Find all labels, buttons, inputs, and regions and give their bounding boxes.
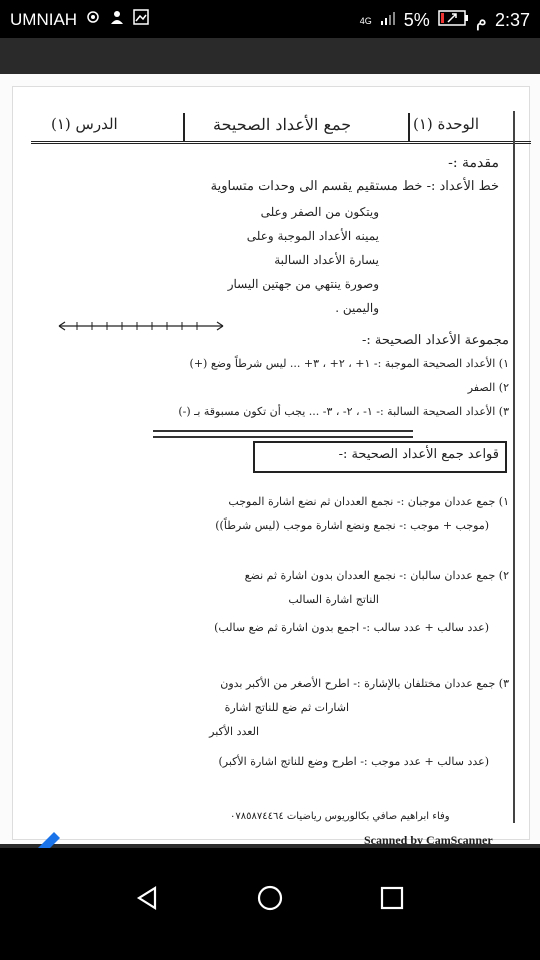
battery-icon bbox=[438, 9, 468, 32]
network-type: 4G bbox=[359, 15, 372, 26]
intro-line: خط الأعداد :- خط مستقيم يقسم الى وحدات متساوية bbox=[210, 179, 499, 194]
battery-percent: 5% bbox=[403, 10, 430, 30]
intro-line: ويتكون من الصفر وعلى bbox=[260, 205, 379, 219]
clock: 2:37 bbox=[494, 10, 530, 30]
person-icon bbox=[109, 9, 125, 30]
carrier-name: UMNIAH bbox=[10, 9, 78, 29]
set-item: ١) الأعداد الصحيحة الموجبة :- ١+ ، ٢+ ، ٣+ ... ليس شرطاً وضع (+) bbox=[189, 357, 509, 370]
rule-line: ١) جمع عددان موجبان :- نجمع العددان ثم نضع اشارة الموجب bbox=[228, 495, 509, 508]
author-footer: وفاء ابراهيم صافي بكالوريوس رياضيات ٠٧٨٥٨٧٤٤٦٤ bbox=[230, 811, 450, 822]
rule-line: الناتج اشارة السالب bbox=[288, 593, 379, 606]
intro-heading: مقدمة :- bbox=[448, 155, 499, 171]
intro-line: يمينه الأعداد الموجبة وعلى bbox=[246, 229, 379, 243]
set-item: ٣) الأعداد الصحيحة السالبة :- ١- ، ٢- ، ٣- ... يجب أن تكون مسبوقة بـ (-) bbox=[178, 405, 509, 418]
rule-line: (عدد سالب + عدد سالب :- اجمع بدون اشارة ثم ضع سالب) bbox=[214, 621, 489, 634]
divider-line bbox=[153, 430, 413, 432]
divider-line bbox=[153, 436, 413, 438]
home-icon[interactable] bbox=[246, 874, 294, 922]
rule-line: (موجب + موجب :- نجمع ونضع اشارة موجب (ليس شرطاً)) bbox=[215, 519, 489, 532]
time-suffix: م bbox=[475, 10, 487, 30]
intro-line: واليمين . bbox=[335, 301, 379, 315]
margin-line bbox=[513, 111, 515, 823]
rule-line: اشارات ثم ضع للناتج اشارة bbox=[224, 701, 349, 714]
image-icon bbox=[133, 9, 149, 30]
paper-sheet bbox=[12, 86, 530, 840]
status-bar bbox=[0, 0, 540, 38]
number-line-sketch bbox=[57, 319, 227, 333]
unit-label: الوحدة (١) bbox=[413, 115, 480, 133]
scanner-credit: Scanned by CamScanner bbox=[364, 833, 493, 847]
recents-icon[interactable] bbox=[368, 874, 416, 922]
signal-icon bbox=[380, 10, 396, 31]
back-icon[interactable] bbox=[124, 874, 172, 922]
set-heading: مجموعة الأعداد الصحيحة :- bbox=[361, 333, 509, 348]
scanned-page bbox=[0, 74, 540, 844]
rule-line: ٢) جمع عددان سالبان :- نجمع العددان بدون اشارة ثم نضع bbox=[244, 569, 509, 582]
image-viewer[interactable] bbox=[0, 38, 540, 848]
rule-line: ٣) جمع عددان مختلفان بالإشارة :- اطرح الأصغر من الأكبر بدون bbox=[220, 677, 509, 690]
rule-line: العدد الأكبر bbox=[209, 725, 259, 738]
intro-line: يسارة الأعداد السالبة bbox=[274, 253, 379, 267]
rules-heading: قواعد جمع الأعداد الصحيحة :- bbox=[338, 447, 499, 462]
intro-line: وصورة ينتهي من جهتين اليسار bbox=[227, 277, 379, 291]
navigation-bar bbox=[0, 848, 540, 960]
rule-line: (عدد سالب + عدد موجب :- اطرح وضع للناتج اشارة الأكبر) bbox=[218, 755, 489, 768]
header-divider bbox=[183, 113, 185, 141]
set-item: ٢) الصفر bbox=[467, 381, 509, 394]
header-divider bbox=[408, 113, 410, 141]
hotspot-icon bbox=[85, 9, 101, 30]
lesson-label: الدرس (١) bbox=[51, 115, 118, 133]
lesson-title: جمع الأعداد الصحيحة bbox=[213, 115, 352, 134]
